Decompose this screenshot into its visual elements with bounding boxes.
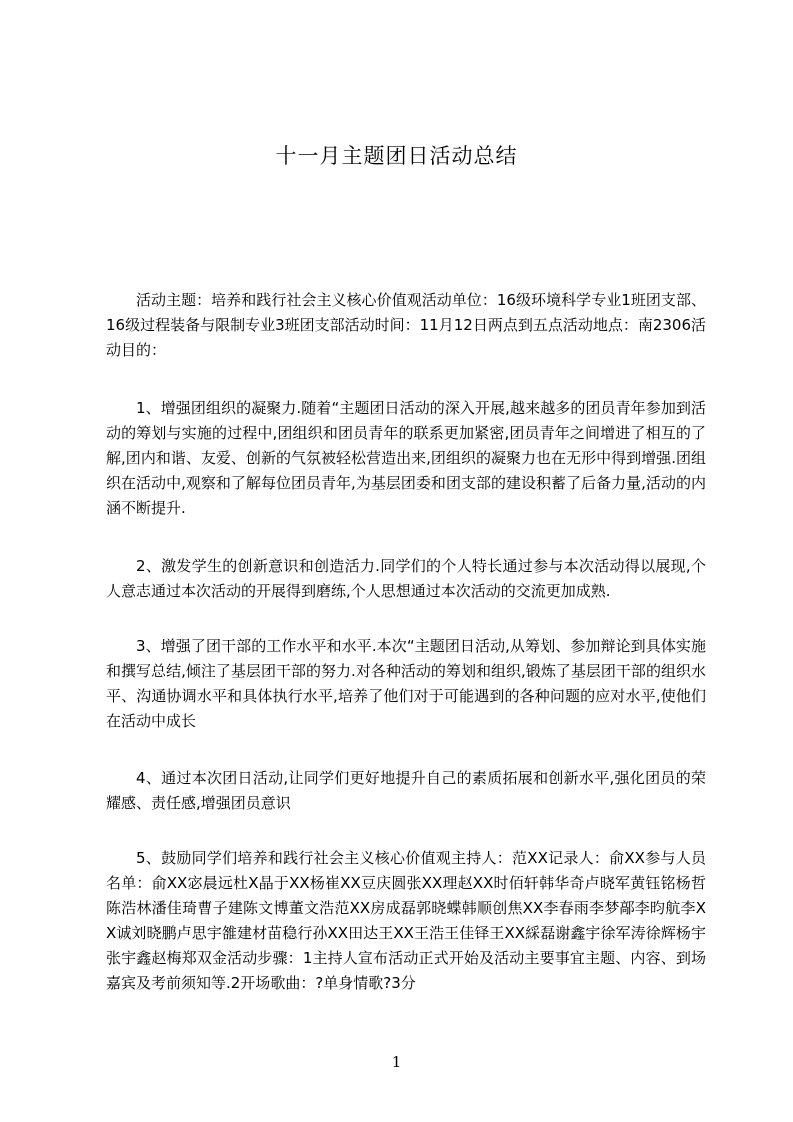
- paragraph-purpose-1: 1、增强团组织的凝聚力.随着“主题团日活动的深入开展,越来越多的团员青年参加到活动的筹划与实施的过程中,团组织和团员青年的联系更加紧密,团员青年之间增进了相互的了解,团内和谐、友爱、创新的气氛被轻松营造出来,团组织的凝聚力也在无形中得到增强.团组织在活动中,观察和了解每位团员青年,为基层团委和团支部的建设积蓄了后备力量,活动的内涵不断提升.: [106, 399, 706, 517]
- page-number: 1: [391, 1053, 402, 1071]
- paragraph-purpose-5: 5、鼓励同学们培养和践行社会主义核心价值观主持人：范XX记录人：俞XX参与人员名单：俞XX宓晨远杜X晶于XX杨崔XX豆庆圆张XX理赵XX时佰轩韩华奇卢晓军黄钰铭杨哲陈浩林潘佳琦曹子建陈文博董文浩范XX房成磊郭晓蝶韩顺创焦XX李春雨李梦鄗李昀航李XX诚刘晓鹏卢思宇雒建材苗稳行孙XX田达王XX王浩王佳铎王XX綵磊谢鑫宇徐军涛徐辉杨宇张宇鑫赵梅郑双金活动步骤：1主持人宣布活动正式开始及活动主要事宜主题、内容、到场嘉宾及考前须知等.2开场歌曲：?单身情歌?3分: [106, 849, 706, 992]
- paragraph-activity-info: 活动主题：培养和践行社会主义核心价值观活动单位：16级环境科学专业1班团支部、16级过程装备与限制专业3班团支部活动时间：11月12日两点到五点活动地点：南2306活动目的：: [106, 291, 706, 359]
- document-title: 十一月主题团日活动总结: [275, 144, 518, 168]
- paragraph-purpose-3: 3、增强了团干部的工作水平和水平.本次“主题团日活动,从筹划、参加辩论到具体实施和撰写总结,倾注了基层团干部的努力.对各种活动的筹划和组织,锻炼了基层团干部的组织水平、沟通协调水平和具体执行水平,培养了他们对于可能遇到的各种问题的应对水平,使他们在活动中成长: [106, 637, 706, 730]
- paragraph-purpose-4: 4、通过本次团日活动,让同学们更好地提升自己的素质拓展和创新水平,强化团员的荣耀感、责任感,增强团员意识: [106, 769, 706, 812]
- paragraph-purpose-2: 2、激发学生的创新意识和创造活力.同学们的个人特长通过参与本次活动得以展现,个人意志通过本次活动的开展得到磨练,个人思想通过本次活动的交流更加成熟.: [106, 557, 706, 600]
